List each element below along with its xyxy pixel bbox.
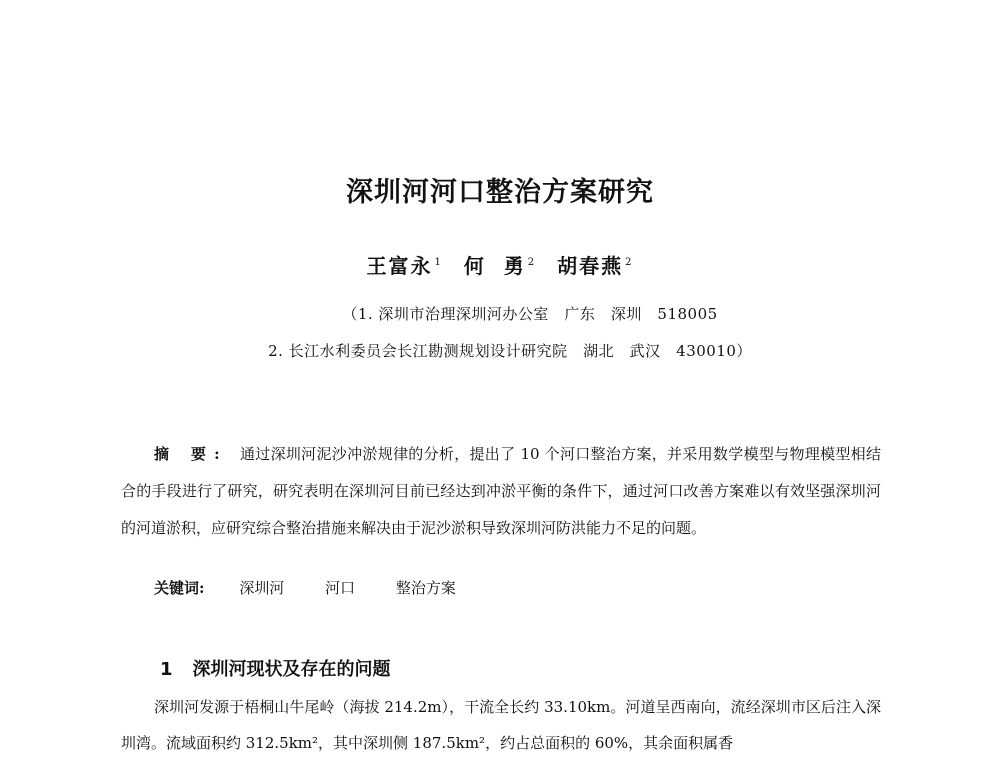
keywords-label: 关键词: bbox=[154, 579, 205, 597]
section-number: 1 bbox=[160, 659, 173, 680]
author-affiliation-mark: 2 bbox=[625, 257, 634, 269]
author-name: 何 勇 bbox=[463, 254, 526, 278]
abstract bbox=[121, 436, 881, 547]
author bbox=[367, 250, 443, 279]
author bbox=[464, 250, 536, 279]
paper-title: 深圳河河口整治方案研究 bbox=[346, 177, 654, 208]
author-name: 王富永 bbox=[366, 254, 433, 278]
author-affiliation-mark: 2 bbox=[527, 257, 537, 269]
keyword: 整治方案 bbox=[395, 579, 456, 597]
section-body-text: 深圳河发源于梧桐山牛尾岭（海拔 214.2m），干流全长约 33.10km。河道呈西南向，流经深圳市区后注入深圳湾。流域面积约 312.5km²，其中深圳侧 187.5km²，约占总面积的 60%，其余面积属香 bbox=[121, 698, 881, 752]
section-heading bbox=[160, 655, 391, 681]
author-affiliation-mark: 1 bbox=[434, 257, 443, 269]
abstract-label: 摘 要: bbox=[154, 445, 228, 463]
keyword: 河口 bbox=[325, 579, 356, 597]
author-list bbox=[0, 250, 1000, 279]
keywords bbox=[154, 577, 492, 598]
affiliation-line: （1. 深圳市治理深圳河办公室 广东 深圳 518005 bbox=[342, 305, 718, 323]
author-name: 胡春燕 bbox=[557, 254, 624, 278]
author bbox=[557, 250, 633, 279]
abstract-text: 通过深圳河泥沙冲淤规律的分析，提出了 10 个河口整治方案，并采用数学模型与物理模型相结合的手段进行了研究，研究表明在深圳河目前已经达到冲淤平衡的条件下，通过河口改善方案难以有效坚强深圳河的河道淤积，应研究综合整治措施来解决由于泥沙淤积导致深圳河防洪能力不足的问题。 bbox=[121, 445, 881, 537]
affiliation-line: 2. 长江水利委员会长江勘测规划设计研究院 湖北 武汉 430010） bbox=[268, 342, 752, 360]
keyword: 深圳河 bbox=[239, 579, 285, 597]
section-title: 深圳河现状及存在的问题 bbox=[192, 659, 391, 680]
